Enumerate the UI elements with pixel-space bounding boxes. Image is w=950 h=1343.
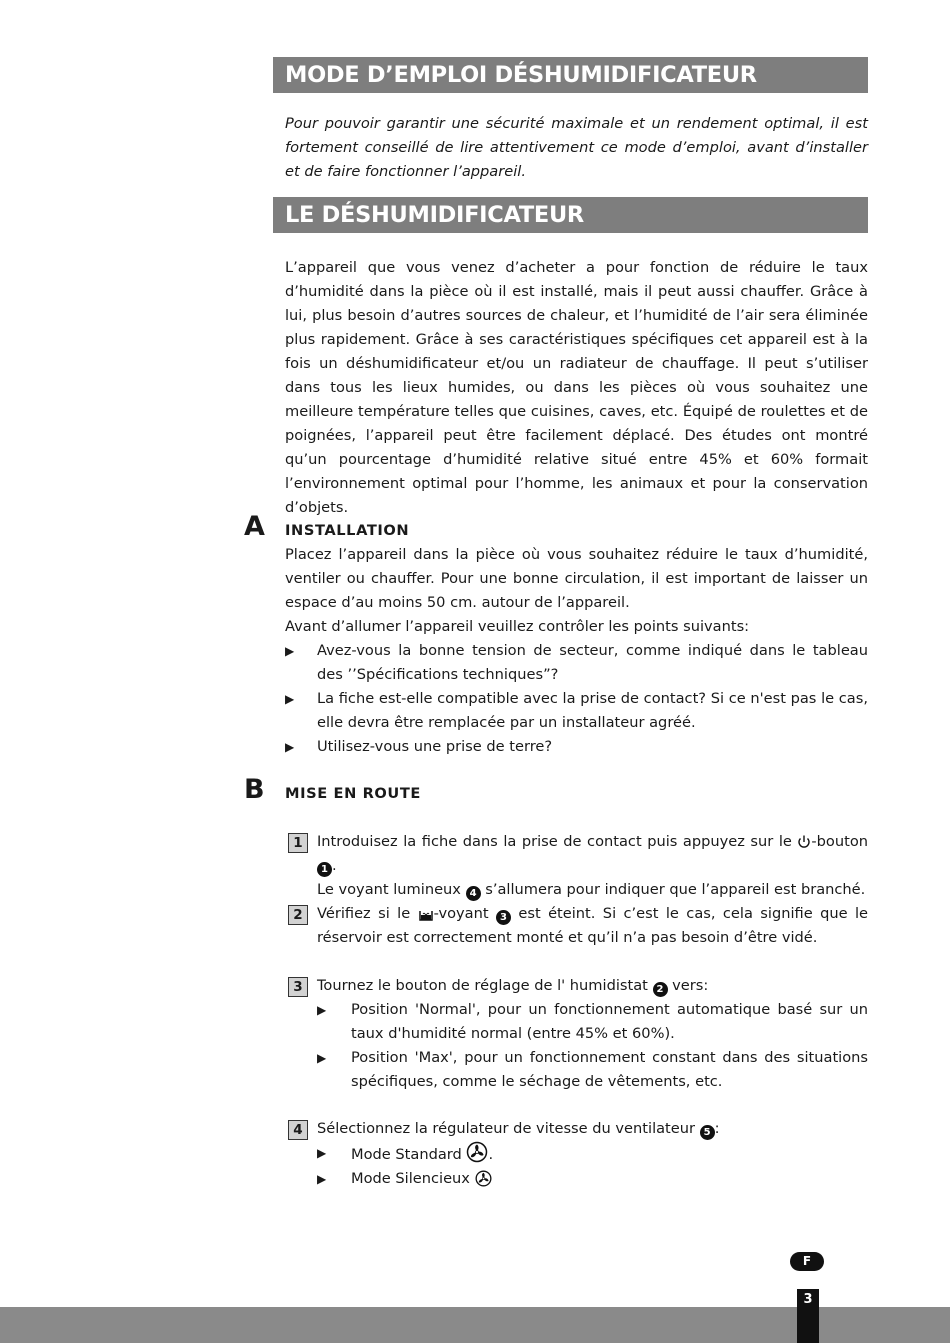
installation-block: [285, 543, 868, 759]
mise-en-route-heading: MISE EN ROUTE: [285, 785, 421, 802]
water-tank-icon: [418, 908, 434, 922]
step-3-text: [317, 974, 868, 998]
fan-icon: [466, 1141, 488, 1163]
step-2-part-a: Vérifiez si le: [317, 905, 418, 922]
step-4-part-a: Sélectionnez la régulateur de vitesse du ventilateur: [317, 1120, 700, 1137]
mode-standard-label: Mode Standard: [351, 1146, 467, 1163]
step-1-part-a: Introduisez la fiche dans la prise de contact puis appuyez sur le: [317, 833, 798, 850]
list-item: [317, 998, 868, 1046]
section-letter-a: A: [244, 511, 265, 542]
installation-heading: INSTALLATION: [285, 522, 410, 539]
list-item: [285, 639, 868, 687]
title-deshumidificateur: LE DÉSHUMIDIFICATEUR: [285, 202, 584, 228]
intro-block: [285, 112, 868, 184]
installation-bullet-3: Utilisez-vous une prise de terre?: [317, 738, 553, 755]
description-text: L’appareil que vous venez d’acheter a pour fonction de réduire le taux d’humidité dans la pièce où il est installé, mais il peut aussi chauffer. Grâce à lui, plus besoin d’autres sources de chaleur, et l’humidité de l’air sera éliminée plus rapidement. Grâce à ses caractéristiques spécifiques cet appareil est à la fois un déshumidificateur et/ou un radiateur de chauffage. Il peut s’utiliser dans tous les lieux humides, ou dans les pièces où vous souhaitez une meilleure température telles que cuisines, caves, etc. Équipé de roulettes et de poignées, l’appareil peut être facilement déplacé. Des études ont montré qu’un pourcentage d’humidité relative situé entre 45% et 60% formait l’environnement optimal pour l’homme, les animaux et pour la conservation d’objets.: [285, 259, 868, 516]
ref-number-2: 2: [653, 982, 668, 997]
step-number-1: 1: [288, 833, 308, 853]
title-mode-emploi: MODE D’EMPLOI DÉSHUMIDIFICATEUR: [285, 62, 757, 88]
triangle-right-icon: ▶: [317, 1003, 327, 1017]
list-item: [285, 735, 868, 759]
title-banner-deshumidificateur: [273, 197, 868, 233]
ref-number-4: 4: [466, 886, 481, 901]
step-4-text: [317, 1117, 868, 1141]
step-1-part-e: s’allumera pour indiquer que l’appareil est branché.: [480, 881, 866, 898]
step-3-part-b: vers:: [667, 977, 709, 994]
step-1-part-c: .: [332, 857, 337, 874]
power-icon: [797, 834, 811, 850]
step-2-part-c: est éteint. Si c’est le cas, cela signifie que le réservoir est correctement monté et qu’il n’a pas besoin d’être vidé.: [317, 905, 868, 946]
description-block: [285, 256, 868, 520]
title-banner-mode-emploi: [273, 57, 868, 93]
step-2-part-b: -voyant: [433, 905, 496, 922]
installation-para-2: Avant d’allumer l’appareil veuillez contrôler les points suivants:: [285, 618, 750, 635]
step-2-text: [317, 902, 868, 950]
step-4-part-b: :: [714, 1120, 720, 1137]
installation-bullet-2: La fiche est-elle compatible avec la prise de contact? Si ce n'est pas le cas, elle devra être remplacée par un installateur agréé.: [317, 690, 868, 731]
language-badge: F: [790, 1252, 824, 1271]
triangle-right-icon: ▶: [285, 692, 295, 706]
step-1-block: [317, 830, 868, 902]
section-letter-b: B: [244, 774, 265, 805]
fan-icon: [475, 1170, 492, 1187]
list-item: [285, 687, 868, 735]
intro-text: Pour pouvoir garantir une sécurité maximale et un rendement optimal, il est fortement conseillé de lire attentivement ce mode d’emploi, avant d’installer et de faire fonctionner l’appareil.: [285, 115, 868, 180]
list-item: [317, 1167, 868, 1191]
ref-number-1: 1: [317, 862, 332, 877]
step-number-2: 2: [288, 905, 308, 925]
triangle-right-icon: ▶: [285, 644, 295, 658]
triangle-right-icon: ▶: [317, 1146, 327, 1160]
mode-standard-end: .: [488, 1146, 494, 1163]
step-number-4: 4: [288, 1120, 308, 1140]
step-1-part-d: Le voyant lumineux: [317, 881, 466, 898]
step-1-text: [317, 830, 868, 902]
step-1-part-b: -bouton: [811, 833, 868, 850]
step-4-mode-silencieux: [351, 1167, 868, 1191]
triangle-right-icon: ▶: [317, 1051, 327, 1065]
page-number: 3: [797, 1289, 819, 1343]
list-item: [317, 1046, 868, 1094]
ref-number-3: 3: [496, 910, 511, 925]
installation-bullet-1: Avez-vous la bonne tension de secteur, comme indiqué dans le tableau des ’’Spécifications techniques”?: [317, 642, 868, 683]
step-4-mode-standard: [351, 1141, 868, 1167]
mode-silencieux-label: Mode Silencieux: [351, 1170, 475, 1187]
installation-para-1: Placez l’appareil dans la pièce où vous souhaitez réduire le taux d’humidité, ventiler ou chauffer. Pour une bonne circulation, il est important de laisser un espace d’au moins 50 cm. autour de l’appareil.: [285, 546, 868, 611]
step-4-block: [317, 1117, 868, 1191]
step-3-part-a: Tournez le bouton de réglage de l' humidistat: [317, 977, 653, 994]
step-3-bullet-2: Position 'Max', pour un fonctionnement constant dans des situations spécifiques, comme le séchage de vêtements, etc.: [351, 1049, 868, 1090]
triangle-right-icon: ▶: [285, 740, 295, 754]
step-3-bullet-1: Position 'Normal', pour un fonctionnement automatique basé sur un taux d'humidité normal (entre 45% et 60%).: [351, 1001, 868, 1042]
triangle-right-icon: ▶: [317, 1172, 327, 1186]
step-3-block: [317, 974, 868, 1094]
ref-number-5: 5: [700, 1125, 715, 1140]
step-number-3: 3: [288, 977, 308, 997]
list-item: [317, 1141, 868, 1167]
step-2-block: [317, 902, 868, 950]
